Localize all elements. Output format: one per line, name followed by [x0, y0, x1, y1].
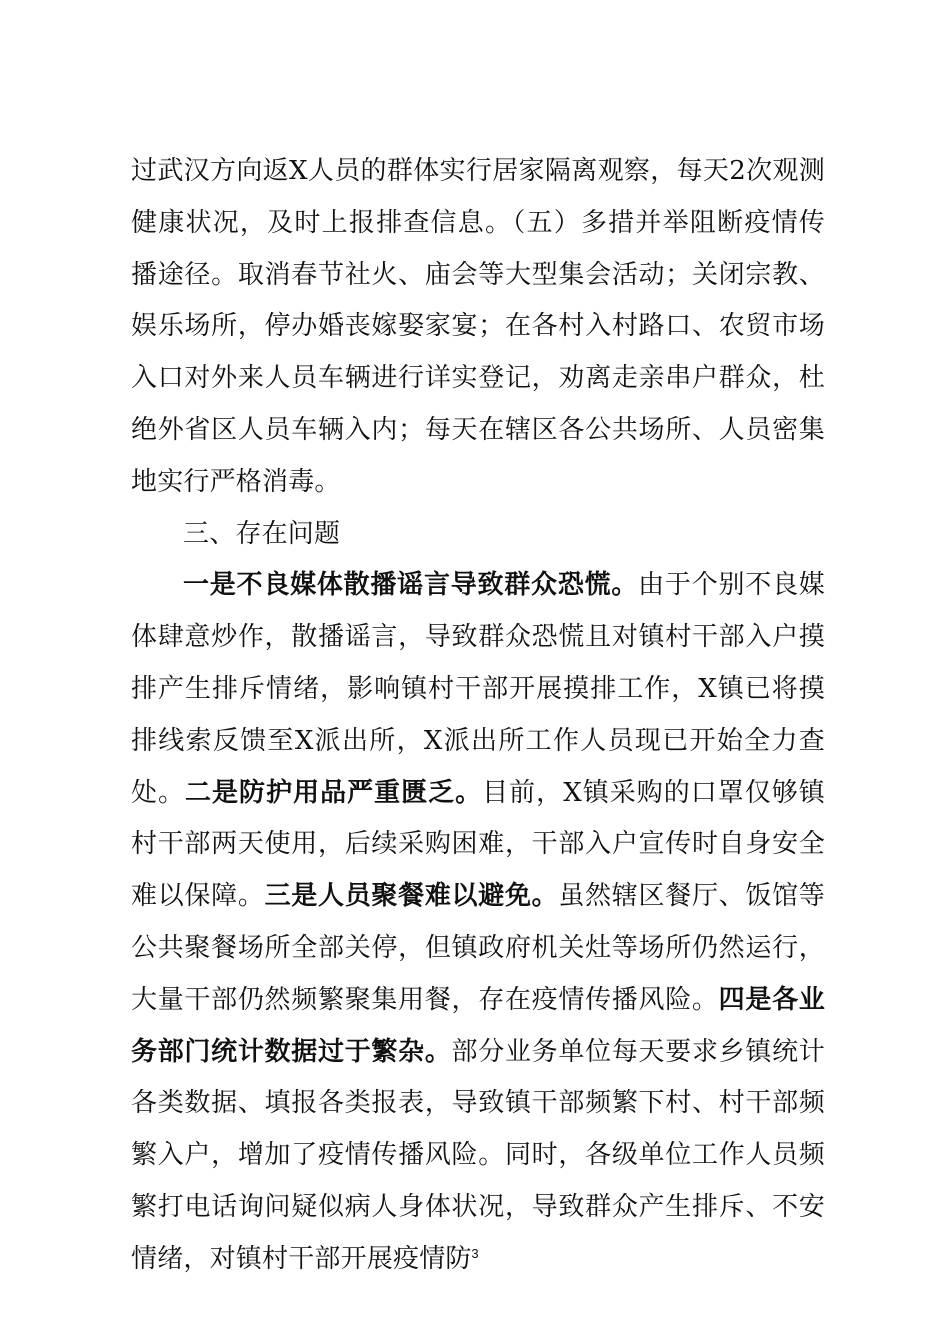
- body-text: [131, 146, 825, 1286]
- problem-2-body: 目前，X镇采购的口罩仅够镇村干部两天使用，后续采购困难，干部入户宣传时自身安全难以保障。: [131, 777, 825, 912]
- problems-paragraph: [131, 560, 825, 1285]
- section-heading: 三、存在问题: [183, 518, 341, 549]
- problem-2-title: 二是防护用品严重匮乏。: [185, 777, 483, 808]
- problem-3-body: 虽然辖区餐厅、饭馆等公共聚餐场所全部关停，但镇政府机关灶等场所仍然运行，大量干部仍然频繁聚集用餐，存在疫情传播风险。: [131, 881, 825, 1015]
- problem-1-body: 由于个别不良媒体肆意炒作，散播谣言，导致群众恐慌且对镇村干部入户摸排产生排斥情绪，影响镇村干部开展摸排工作，X镇已将摸排线索反馈至X派出所，X派出所工作人员现已开始全力查处。: [131, 570, 825, 808]
- paragraph-continuation: 过武汉方向返X人员的群体实行居家隔离观察，每天2次观测健康状况，及时上报排查信息。（五）多措并举阻断疫情传播途径。取消春节社火、庙会等大型集会活动；关闭宗教、娱乐场所，停办婚丧嫁娶家宴；在各村入村路口、农贸市场入口对外来人员车辆进行详实登记，劝离走亲串户群众，杜绝外省区人员车辆入内；每天在辖区各公共场所、人员密集地实行严格消毒。: [131, 156, 825, 497]
- problem-4-body: 部分业务单位每天要求乡镇统计各类数据、填报各类报表，导致镇干部频繁下村、村干部频繁入户，增加了疫情传播风险。同时，各级单位工作人员频繁打电话询问疑似病人身体状况，导致群众产生排斥、不安情绪，对镇村干部开展疫情防: [131, 1036, 825, 1274]
- problem-4-title: 四是各业务部门统计数据过于繁杂。: [131, 984, 825, 1067]
- problem-1-title: 一是不良媒体散播谣言导致群众恐慌。: [183, 570, 639, 601]
- problem-3-title: 三是人员聚餐难以避免。: [264, 881, 559, 912]
- page-number: 3: [471, 1246, 479, 1261]
